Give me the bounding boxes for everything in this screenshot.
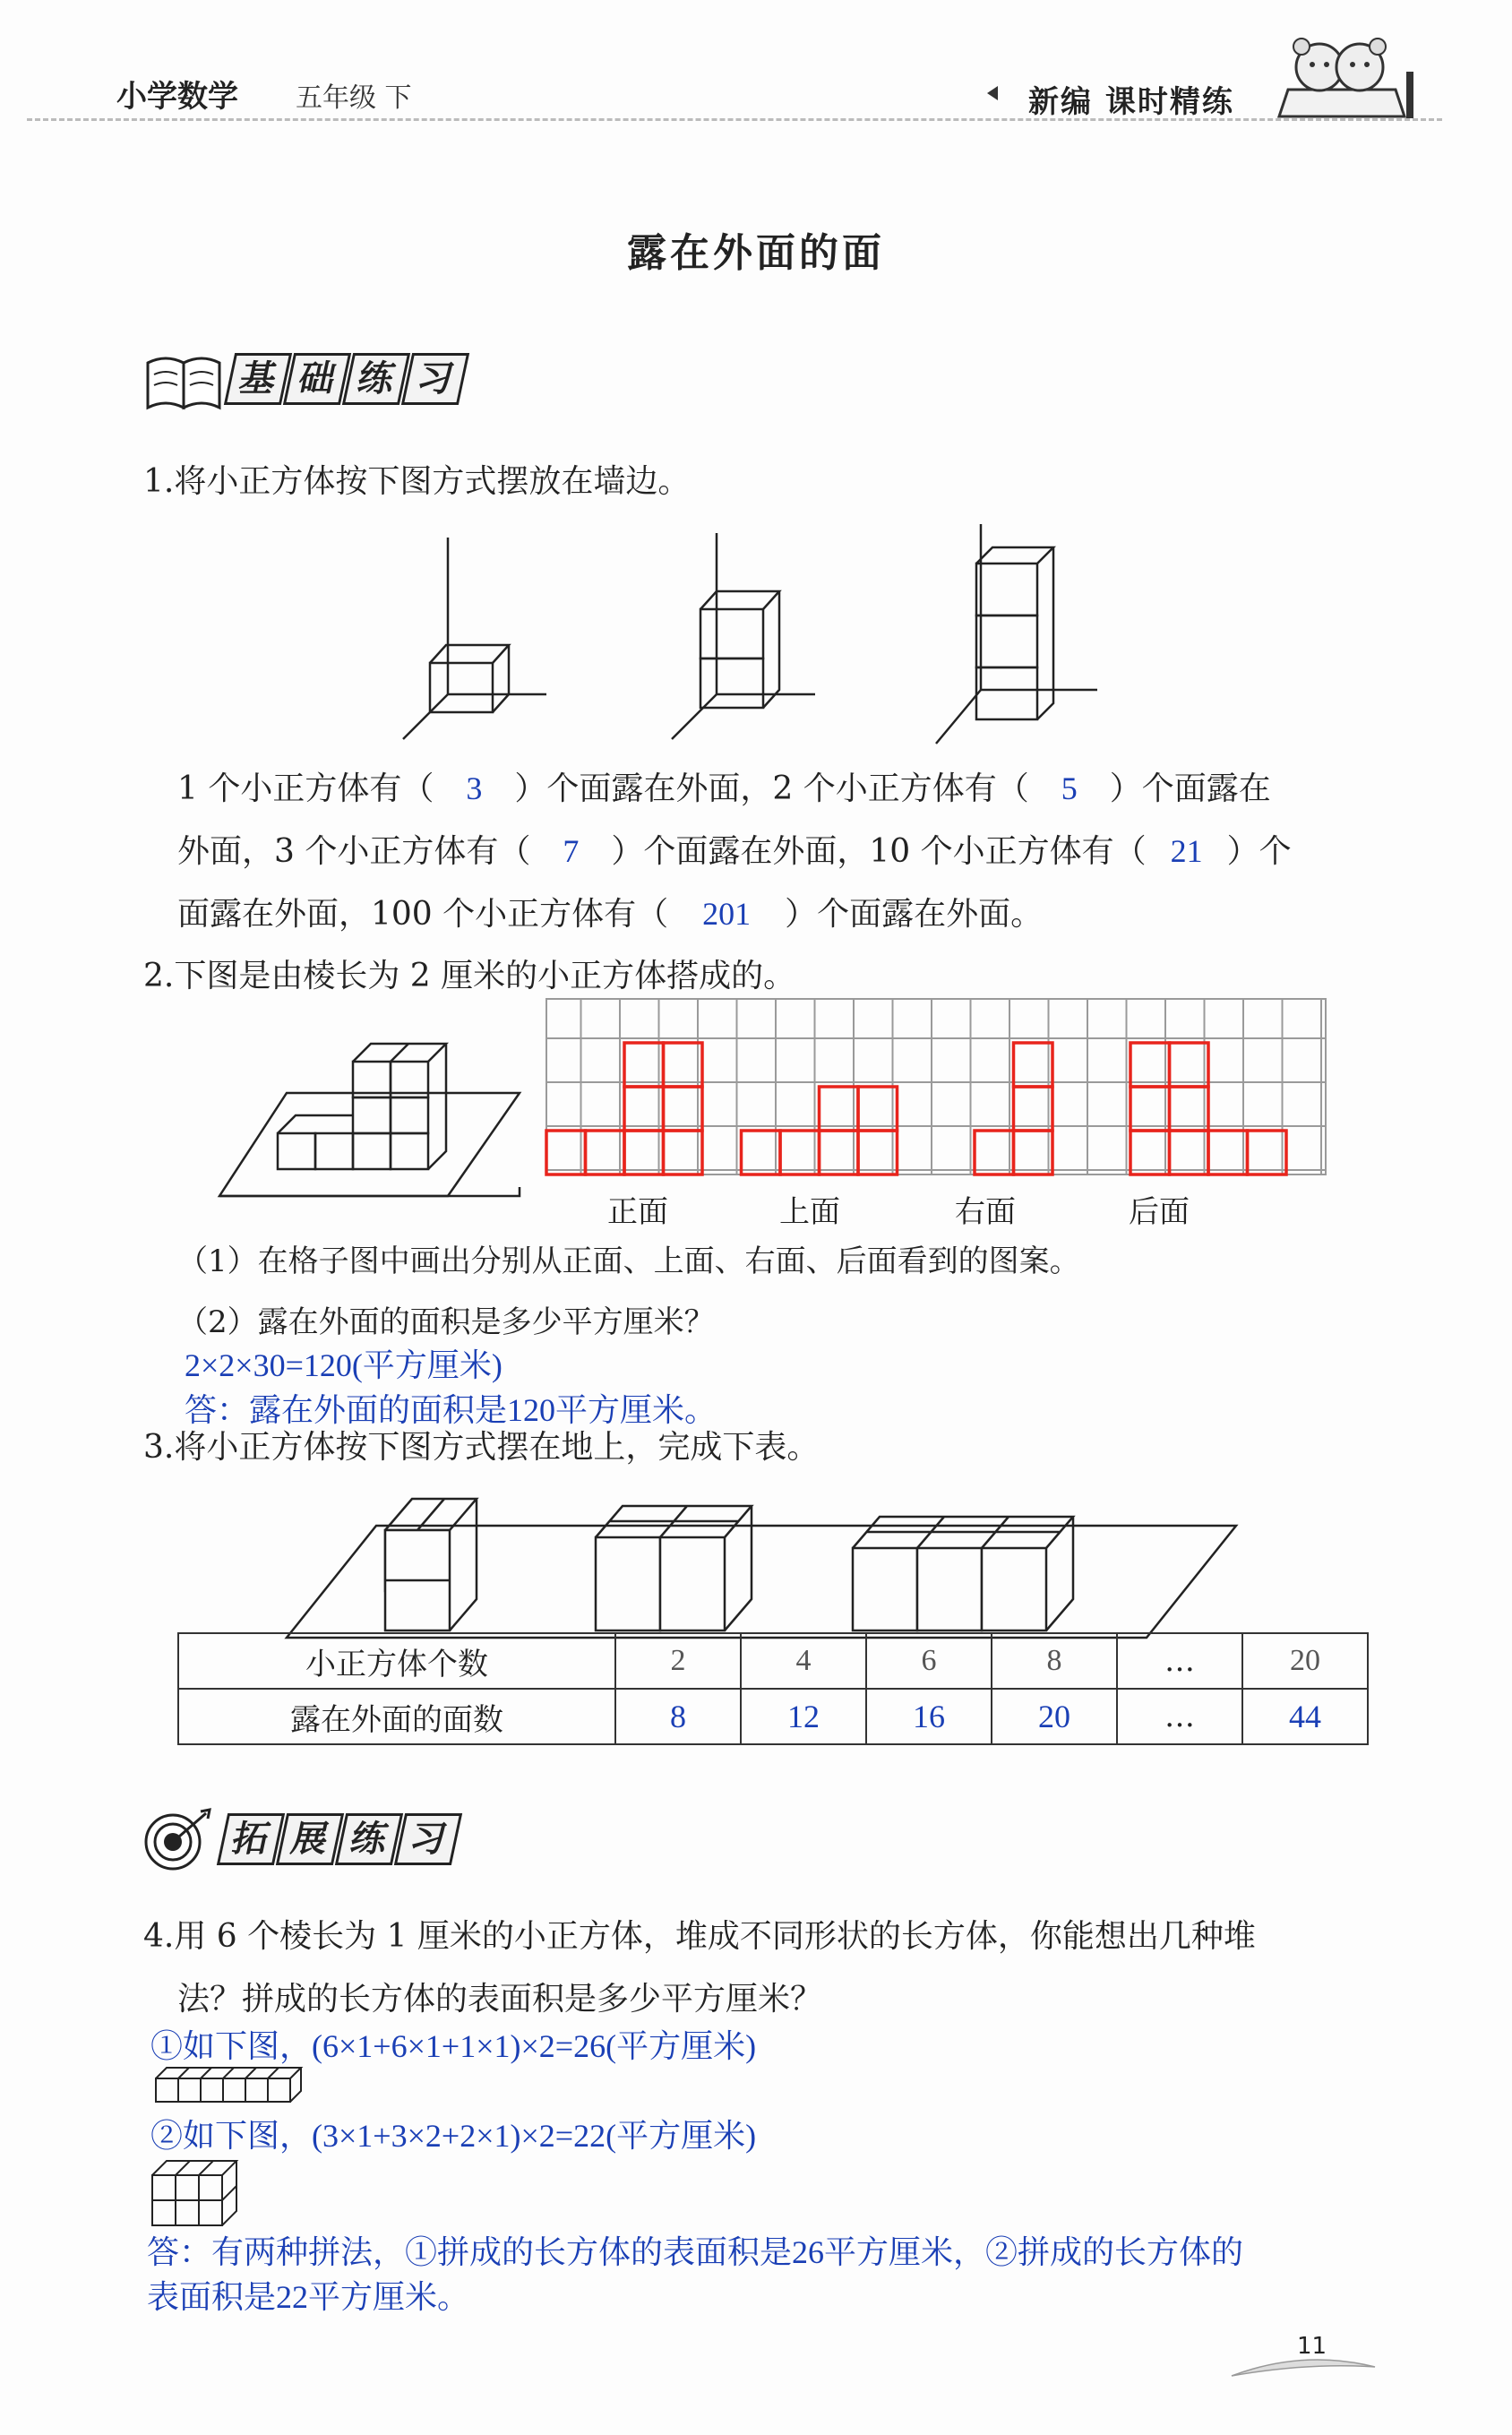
header-subject: 小学数学 [116,79,238,115]
section-basic [229,353,466,405]
q2-sub1: （1）在格子图中画出分别从正面、上面、右面、后面看到的图案。 [177,1243,1080,1279]
table-cell-answer: 20 [992,1689,1117,1744]
q1-answer-1: 3 [466,770,483,806]
q2-stem: 2.下图是由棱长为 2 厘米的小正方体搭成的。 [143,958,796,994]
view-label-front: 正面 [607,1196,668,1229]
section-char: 础 [283,353,351,405]
table-cell: 2 [615,1633,741,1689]
page-swoosh-icon [1227,2340,1379,2385]
book-icon [143,349,224,412]
q1-line1 [177,770,1271,807]
q1-text: ）个面露在外面，10 个小正方体有（ [611,833,1147,870]
target-icon [142,1808,213,1871]
view-grid [542,994,1330,1183]
table-cell: 8 [992,1633,1117,1689]
q4-method-2: ②如下图，(3×1+3×2+2×1)×2=22(平方厘米) [150,2118,757,2154]
table-cell: 小正方体个数 [178,1633,615,1689]
cuboid-1x6-figure [152,2062,305,2107]
q1-line3 [177,896,1043,933]
q1-stem: 1.将小正方体按下图方式摆放在墙边。 [143,463,691,500]
q1-text: ）个面露在外面，2 个小正方体有（ [514,770,1029,807]
q1-text: ）个面露在外面。 [785,896,1044,933]
q3-stem: 3.将小正方体按下图方式摆在地上，完成下表。 [143,1429,820,1466]
table-cell-answer: 44 [1242,1689,1368,1744]
page-title: 露在外面的面 [627,230,885,276]
q4-final-2: 表面积是22平方厘米。 [147,2279,470,2315]
q1-text: ）个面露在 [1109,770,1271,807]
view-label-right: 右面 [955,1196,1016,1229]
header-grade: 五年级 下 [296,82,412,114]
view-label-top: 上面 [779,1196,840,1229]
view-label-back: 后面 [1129,1196,1190,1229]
cuboid-3x2-figure [149,2157,247,2229]
section-extension [222,1813,459,1865]
q1-text: 1 个小正方体有（ [177,770,434,807]
page-number: 11 [1297,2333,1327,2360]
q4-method-1: ①如下图，(6×1+6×1+1×1)×2=26(平方厘米) [150,2028,757,2064]
table-cell-answer: 8 [615,1689,741,1744]
q4-stem-2: 法？拼成的长方体的表面积是多少平方厘米？ [177,1981,823,2018]
q1-text: 外面，3 个小正方体有（ [177,833,531,870]
triangle-icon [987,86,998,100]
q1-text: 面露在外面，100 个小正方体有（ [177,896,669,933]
table-cell: 4 [741,1633,866,1689]
q4-stem-1: 4.用 6 个棱长为 1 厘米的小正方体，堆成不同形状的长方体，你能想出几种堆 [143,1918,1256,1955]
section-char: 练 [335,1813,403,1865]
wall-cubes-figure [376,511,1129,761]
header-series: 新编 课时精练 [1028,84,1234,120]
q3-table [177,1632,1369,1745]
section-char: 习 [394,1813,462,1865]
table-cell: 20 [1242,1633,1368,1689]
section-char: 习 [401,353,469,405]
table-cell: … [1117,1633,1242,1689]
q2-sub2: （2）露在外面的面积是多少平方厘米？ [177,1304,715,1340]
table-row [178,1633,1368,1689]
section-char: 展 [276,1813,344,1865]
bear-logo-icon [1270,27,1413,125]
table-cell: 6 [866,1633,992,1689]
section-char: 练 [342,353,410,405]
section-char: 拓 [217,1813,285,1865]
stepped-cubes-figure [215,1017,537,1205]
table-cell-answer: 12 [741,1689,866,1744]
section-char: 基 [224,353,292,405]
q4-final-1: 答：有两种拼法，①拼成的长方体的表面积是26平方厘米，②拼成的长方体的 [147,2234,1244,2270]
table-row [178,1689,1368,1744]
header-divider [27,118,1442,121]
q2-calc: 2×2×30=120(平方厘米) [185,1347,503,1383]
header-bar [1406,72,1413,118]
q1-text: ）个 [1226,833,1292,870]
q1-line2 [177,833,1292,870]
table-cell: 露在外面的面数 [178,1689,615,1744]
table-cell-answer: 16 [866,1689,992,1744]
floor-cubes-figure [278,1476,1272,1647]
q1-answer-2: 5 [1061,770,1078,806]
q1-answer-5: 201 [702,896,752,932]
table-cell: … [1117,1689,1242,1744]
q1-answer-4: 21 [1170,833,1203,869]
q2-answer: 答：露在外面的面积是120平方厘米。 [185,1392,717,1428]
q1-answer-3: 7 [563,833,580,869]
